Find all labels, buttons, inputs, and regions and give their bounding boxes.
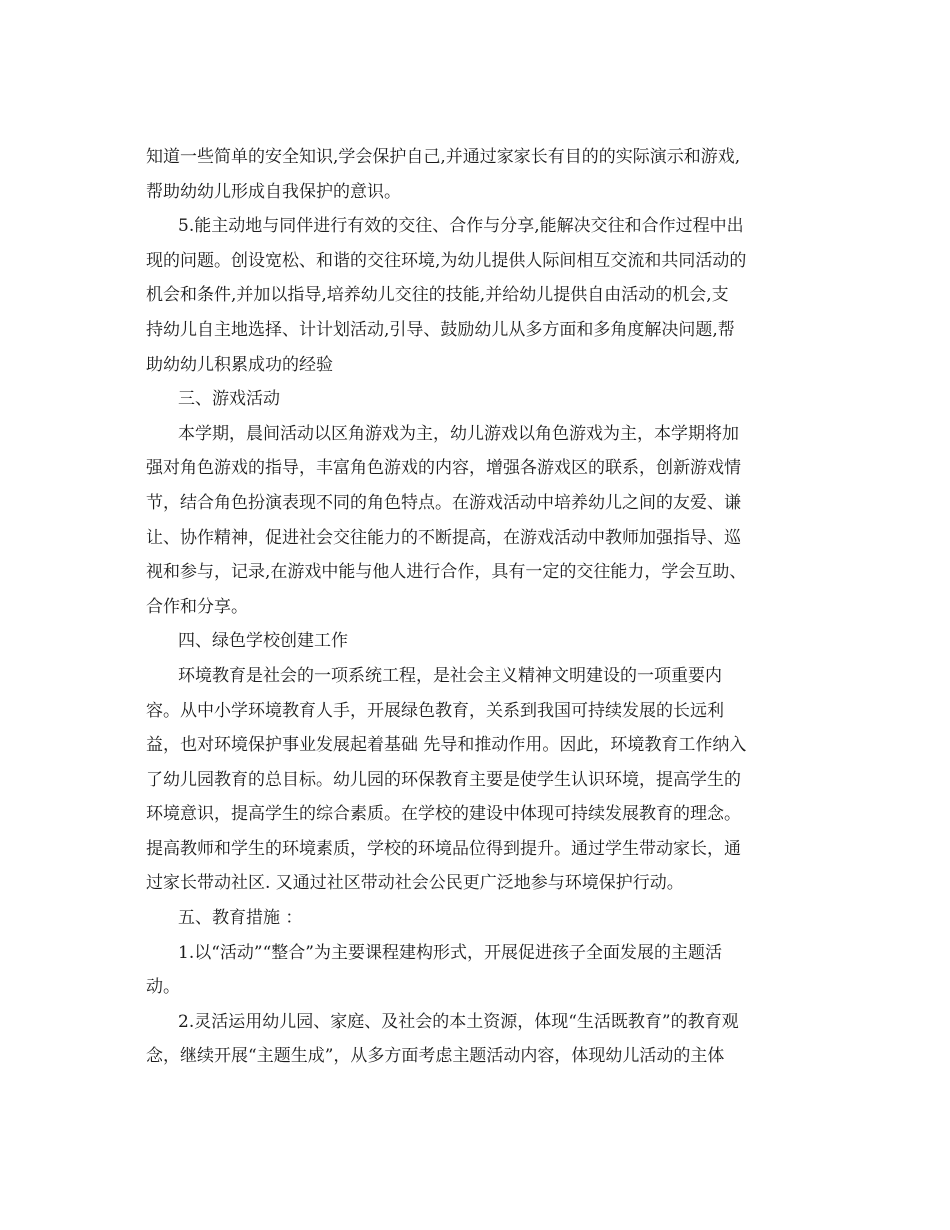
text-line: 合作和分享。 (146, 596, 248, 617)
text-line: 容。从中小学环境教育人手，开展绿色教育，关系到我国可持续发展的长远利 (146, 700, 724, 721)
text-line: 现的问题。创设宽松、和谐的交往环境,为幼儿提供人际间相互交流和共同活动的 (146, 250, 747, 271)
text-line: 帮助幼幼儿形成自我保护的意识。 (146, 181, 401, 202)
text-line: 了幼儿园教育的总目标。幼儿园的环保教育主要是使学生认识环境，提高学生的 (146, 769, 741, 790)
text-line: 过家长带动社区. 又通过社区带动社会公民更广泛地参与环境保护行动。 (146, 873, 684, 894)
text-line: 环境教育是社会的一项系统工程，是社会主义精神文明建设的一项重要内 (178, 665, 722, 686)
text-line: 提高教师和学生的环境素质，学校的环境品位得到提升。通过学生带动家长，通 (146, 838, 741, 859)
text-line: 2.灵活运用幼儿园、家庭、及社会的本土资源，体现“生活既教育”的教育观 (178, 1011, 739, 1032)
text-line: 知道一些简单的安全知识,学会保护自己,并通过家家长有目的的实际演示和游戏, (146, 147, 741, 167)
text-line: 让、协作精神，促进社会交往能力的不断提高，在游戏活动中教师加强指导、巡 (146, 527, 741, 548)
document-body (146, 140, 811, 1074)
text-line: 益，也对环境保护事业发展起着基础 先导和推动作用。因此，环境教育工作纳入 (146, 735, 747, 756)
text-line: 1.以“活动”“整合”为主要课程建构形式，开展促进孩子全面发展的主题活 (178, 942, 722, 963)
text-line: 五、教育措施 ： (178, 908, 303, 929)
text-line: 念，继续开展“主题生成”，从多方面考虑主题活动内容，体现幼儿活动的主体 (146, 1046, 725, 1067)
text-line: 机会和条件,并加以指导,培养幼儿交往的技能,并给幼儿提供自由活动的机会,支 (146, 285, 729, 306)
text-line: 持幼儿自主地选择、计计划活动,引导、鼓励幼儿从多方面和多角度解决问题,帮 (146, 319, 735, 340)
text-line: 动。 (146, 977, 180, 998)
text-line: 强对角色游戏的指导，丰富角色游戏的内容，增强各游戏区的联系，创新游戏情 (146, 458, 741, 479)
text-line: 三、游戏活动 (178, 389, 280, 410)
text-line: 四、绿色学校创建工作 (178, 631, 348, 652)
text-line: 5.能主动地与同伴进行有效的交往、合作与分享,能解决交往和合作过程中出 (178, 216, 744, 237)
text-line: 助幼幼儿积累成功的经验 (146, 354, 333, 375)
text-line: 视和参与，记录,在游戏中能与他人进行合作，具有一定的交往能力，学会互助、 (146, 562, 747, 583)
text-line: 环境意识，提高学生的综合素质。在学校的建设中体现可持续发展教育的理念。 (146, 804, 741, 825)
text-line: 本学期，晨间活动以区角游戏为主，幼儿游戏以角色游戏为主，本学期将加 (178, 423, 739, 444)
text-line: 节，结合角色扮演表现不同的角色特点。在游戏活动中培养幼儿之间的友爱、谦 (146, 492, 741, 513)
